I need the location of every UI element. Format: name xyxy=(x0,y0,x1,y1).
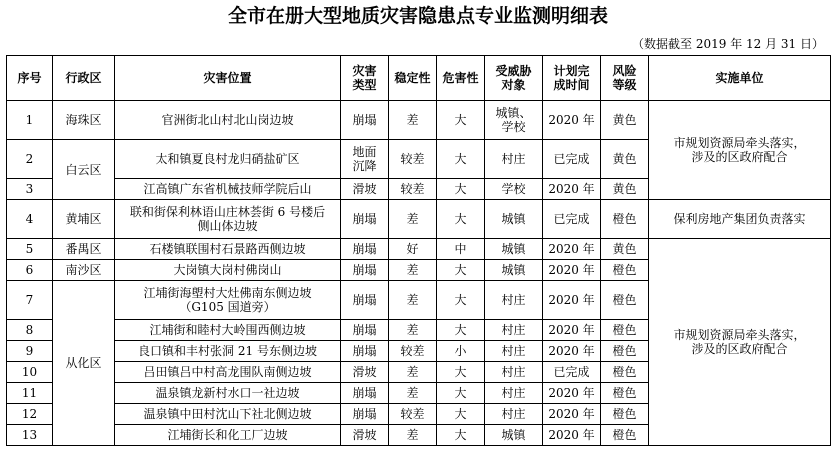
cell-threat: 城镇 xyxy=(485,260,543,281)
header-district: 行政区 xyxy=(53,56,115,101)
cell-location: 江埔街海塱村大灶佛南东侧边坡 （G105 国道旁） xyxy=(115,281,341,320)
cell-threat: 村庄 xyxy=(485,341,543,362)
cell-district: 白云区 xyxy=(53,140,115,200)
cell-hazard: 大 xyxy=(437,281,485,320)
cell-plan: 已完成 xyxy=(543,362,601,383)
cell-threat: 村庄 xyxy=(485,362,543,383)
cell-location: 江高镇广东省机械技师学院后山 xyxy=(115,179,341,200)
header-type: 灾害 类型 xyxy=(341,56,389,101)
cell-type: 崩塌 xyxy=(341,404,389,425)
cell-type: 崩塌 xyxy=(341,260,389,281)
cell-threat: 村庄 xyxy=(485,281,543,320)
cell-risk: 黄色 xyxy=(601,101,649,140)
cell-plan: 2020 年 xyxy=(543,260,601,281)
cell-plan: 已完成 xyxy=(543,140,601,179)
header-location: 灾害位置 xyxy=(115,56,341,101)
hazard-table xyxy=(6,55,831,446)
cell-plan: 2020 年 xyxy=(543,425,601,446)
cell-hazard: 大 xyxy=(437,425,485,446)
cell-hazard: 大 xyxy=(437,320,485,341)
cell-location: 吕田镇吕中村高龙围队南侧边坡 xyxy=(115,362,341,383)
header-plan: 计划完 成时间 xyxy=(543,56,601,101)
cell-location: 石楼镇联围村石景路西侧边坡 xyxy=(115,239,341,260)
cell-hazard: 大 xyxy=(437,362,485,383)
cell-threat: 学校 xyxy=(485,179,543,200)
cell-plan: 2020 年 xyxy=(543,383,601,404)
cell-stability: 较差 xyxy=(389,341,437,362)
cell-stability: 较差 xyxy=(389,140,437,179)
cell-plan: 2020 年 xyxy=(543,320,601,341)
cell-type: 崩塌 xyxy=(341,239,389,260)
cell-plan: 2020 年 xyxy=(543,404,601,425)
cell-stability: 好 xyxy=(389,239,437,260)
cell-plan: 2020 年 xyxy=(543,281,601,320)
cell-type: 崩塌 xyxy=(341,383,389,404)
cell-threat: 城镇 xyxy=(485,425,543,446)
cell-type: 崩塌 xyxy=(341,281,389,320)
cell-risk: 黄色 xyxy=(601,179,649,200)
cell-risk: 橙色 xyxy=(601,320,649,341)
cell-stability: 差 xyxy=(389,200,437,239)
cell-risk: 黄色 xyxy=(601,140,649,179)
cell-no: 8 xyxy=(7,320,53,341)
cell-district: 黄埔区 xyxy=(53,200,115,239)
cell-no: 5 xyxy=(7,239,53,260)
cell-location: 大岗镇大岗村佛岗山 xyxy=(115,260,341,281)
cell-risk: 橙色 xyxy=(601,341,649,362)
cell-hazard: 大 xyxy=(437,140,485,179)
cell-district: 南沙区 xyxy=(53,260,115,281)
data-date-note: （数据截至 2019 年 12 月 31 日） xyxy=(632,37,824,51)
cell-location: 江埔街和睦村大岭围西侧边坡 xyxy=(115,320,341,341)
cell-location: 温泉镇中田村沈山下社北侧边坡 xyxy=(115,404,341,425)
cell-no: 2 xyxy=(7,140,53,179)
cell-no: 12 xyxy=(7,404,53,425)
cell-stability: 差 xyxy=(389,425,437,446)
cell-no: 10 xyxy=(7,362,53,383)
cell-type: 滑坡 xyxy=(341,425,389,446)
cell-no: 6 xyxy=(7,260,53,281)
cell-no: 4 xyxy=(7,200,53,239)
header-risk: 风险 等级 xyxy=(601,56,649,101)
header-unit: 实施单位 xyxy=(649,56,831,101)
cell-district: 番禺区 xyxy=(53,239,115,260)
cell-type: 崩塌 xyxy=(341,341,389,362)
cell-type: 崩塌 xyxy=(341,200,389,239)
cell-stability: 较差 xyxy=(389,179,437,200)
cell-no: 7 xyxy=(7,281,53,320)
table-row xyxy=(7,239,831,260)
header-threat: 受威胁 对象 xyxy=(485,56,543,101)
cell-plan: 2020 年 xyxy=(543,341,601,362)
cell-location: 太和镇夏良村龙归硝盐矿区 xyxy=(115,140,341,179)
cell-threat: 村庄 xyxy=(485,140,543,179)
cell-hazard: 大 xyxy=(437,404,485,425)
cell-location: 官洲街北山村北山岗边坡 xyxy=(115,101,341,140)
cell-unit: 保利房地产集团负责落实 xyxy=(649,200,831,239)
cell-risk: 橙色 xyxy=(601,425,649,446)
table-header-row xyxy=(7,56,831,101)
cell-hazard: 小 xyxy=(437,341,485,362)
cell-stability: 差 xyxy=(389,362,437,383)
cell-threat: 城镇 xyxy=(485,239,543,260)
header-hazard: 危害性 xyxy=(437,56,485,101)
cell-stability: 差 xyxy=(389,383,437,404)
cell-risk: 橙色 xyxy=(601,260,649,281)
cell-risk: 橙色 xyxy=(601,383,649,404)
cell-hazard: 大 xyxy=(437,260,485,281)
cell-no: 11 xyxy=(7,383,53,404)
cell-no: 9 xyxy=(7,341,53,362)
cell-type: 崩塌 xyxy=(341,320,389,341)
cell-plan: 2020 年 xyxy=(543,239,601,260)
cell-plan: 已完成 xyxy=(543,200,601,239)
cell-unit: 市规划资源局牵头落实， 涉及的区政府配合 xyxy=(649,239,831,446)
header-no: 序号 xyxy=(7,56,53,101)
cell-risk: 橙色 xyxy=(601,281,649,320)
header-stability: 稳定性 xyxy=(389,56,437,101)
cell-location: 联和街保利林语山庄林荟街 6 号楼后 侧山体边坡 xyxy=(115,200,341,239)
cell-hazard: 大 xyxy=(437,179,485,200)
cell-plan: 2020 年 xyxy=(543,101,601,140)
cell-location: 江埔街长和化工厂边坡 xyxy=(115,425,341,446)
cell-stability: 较差 xyxy=(389,404,437,425)
cell-stability: 差 xyxy=(389,260,437,281)
cell-hazard: 大 xyxy=(437,101,485,140)
cell-no: 3 xyxy=(7,179,53,200)
cell-threat: 村庄 xyxy=(485,320,543,341)
cell-type: 地面 沉降 xyxy=(341,140,389,179)
cell-risk: 橙色 xyxy=(601,362,649,383)
cell-location: 温泉镇龙新村水口一社边坡 xyxy=(115,383,341,404)
cell-stability: 差 xyxy=(389,101,437,140)
cell-risk: 橙色 xyxy=(601,404,649,425)
cell-stability: 差 xyxy=(389,281,437,320)
cell-threat: 城镇 xyxy=(485,200,543,239)
cell-risk: 橙色 xyxy=(601,200,649,239)
cell-unit: 市规划资源局牵头落实， 涉及的区政府配合 xyxy=(649,101,831,200)
cell-hazard: 中 xyxy=(437,239,485,260)
cell-stability: 差 xyxy=(389,320,437,341)
cell-hazard: 大 xyxy=(437,200,485,239)
cell-no: 1 xyxy=(7,101,53,140)
cell-district: 从化区 xyxy=(53,281,115,446)
cell-district: 海珠区 xyxy=(53,101,115,140)
cell-type: 崩塌 xyxy=(341,101,389,140)
table-row xyxy=(7,200,831,239)
cell-location: 良口镇和丰村张洞 21 号东侧边坡 xyxy=(115,341,341,362)
cell-plan: 2020 年 xyxy=(543,179,601,200)
cell-hazard: 大 xyxy=(437,383,485,404)
cell-threat: 城镇、 学校 xyxy=(485,101,543,140)
cell-threat: 村庄 xyxy=(485,404,543,425)
cell-type: 滑坡 xyxy=(341,179,389,200)
cell-type: 滑坡 xyxy=(341,362,389,383)
page-title: 全市在册大型地质灾害隐患点专业监测明细表 xyxy=(227,5,608,27)
cell-risk: 黄色 xyxy=(601,239,649,260)
table-row xyxy=(7,101,831,140)
cell-no: 13 xyxy=(7,425,53,446)
cell-threat: 村庄 xyxy=(485,383,543,404)
